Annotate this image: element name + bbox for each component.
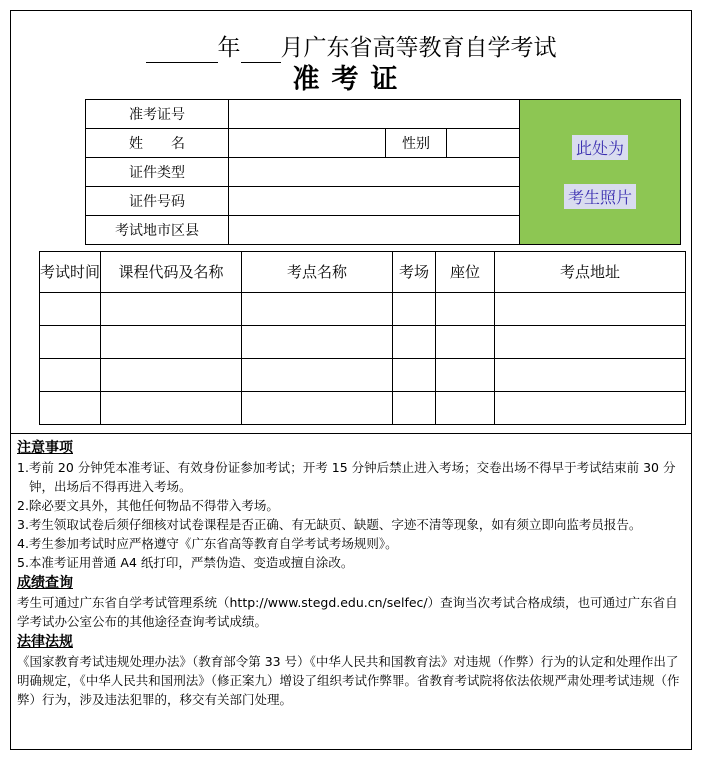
table-row <box>40 326 686 359</box>
year-blank <box>146 40 218 63</box>
month-blank <box>241 40 281 63</box>
col-room: 考场 <box>393 252 436 293</box>
page-title: 准考证 <box>292 64 410 95</box>
list-item: 5.本准考证用普通 A4 纸打印，严禁伪造、变造或擅自涂改。 <box>17 555 354 570</box>
label-id-type: 证件类型 <box>86 158 229 187</box>
label-ticket-number: 准考证号 <box>86 100 229 129</box>
notices-list <box>17 458 689 572</box>
law-text: 《国家教育考试违规处理办法》（教育部令第 33 号）《中华人民共和国教育法》对违规（作弊）行为的认定和处理作出了明确规定，《中华人民共和国刑法》（修正案九）增设了组织考试作弊罪。省教育考试院将依法依规严肃处理考试违规（作弊）行为，涉及违法犯罪的，移交有关部门处理。 <box>17 654 680 707</box>
table-row <box>40 359 686 392</box>
ticket-number-field <box>229 100 520 129</box>
label-gender: 性别 <box>386 129 447 158</box>
admission-ticket <box>10 10 692 750</box>
exam-session-title <box>11 33 691 63</box>
photo-placeholder <box>520 100 681 245</box>
name-field <box>229 129 386 158</box>
list-item: 3.考生领取试卷后须仔细核对试卷课程是否正确、有无缺页、缺题、字迹不清等现象，如有须立即向监考员报告。 <box>17 517 642 532</box>
table-row <box>40 293 686 326</box>
results-text: 考生可通过广东省自学考试管理系统（http://www.stegd.edu.cn/selfec/）查询当次考试合格成绩，也可通过广东省自学考试办公室公布的其他途径查询考试成绩。 <box>17 595 678 629</box>
title-rest: 月广东省高等教育自学考试 <box>280 35 557 61</box>
col-venue-name: 考点名称 <box>242 252 393 293</box>
col-course: 课程代码及名称 <box>101 252 242 293</box>
year-unit: 年 <box>217 35 241 61</box>
exam-schedule-table <box>39 251 686 425</box>
law-heading: 法律法规 <box>17 634 73 650</box>
label-name: 姓 名 <box>86 129 229 158</box>
section-divider <box>11 433 691 434</box>
col-seat: 座位 <box>436 252 495 293</box>
photo-text-line1: 此处为 <box>572 135 628 160</box>
col-venue-address: 考点地址 <box>495 252 686 293</box>
label-exam-region: 考试地市区县 <box>86 216 229 245</box>
id-type-field <box>229 158 520 187</box>
results-heading: 成绩查询 <box>17 575 73 591</box>
id-number-field <box>229 187 520 216</box>
list-item: 1.考前 20 分钟凭本准考证、有效身份证参加考试；开考 15 分钟后禁止进入考场；交卷出场不得早于考试结束前 30 分钟，出场后不得再进入考场。 <box>17 460 676 494</box>
list-item: 2.除必要文具外，其他任何物品不得带入考场。 <box>17 498 279 513</box>
list-item: 4.考生参加考试时应严格遵守《广东省高等教育自学考试考场规则》。 <box>17 536 398 551</box>
exam-region-field <box>229 216 520 245</box>
candidate-info-table <box>85 99 681 245</box>
label-id-number: 证件号码 <box>86 187 229 216</box>
gender-field <box>447 129 520 158</box>
notices-heading: 注意事项 <box>17 440 73 456</box>
table-row <box>40 392 686 425</box>
notes-section <box>17 437 689 709</box>
photo-text-line2: 考生照片 <box>564 184 636 209</box>
col-exam-time: 考试时间 <box>40 252 101 293</box>
